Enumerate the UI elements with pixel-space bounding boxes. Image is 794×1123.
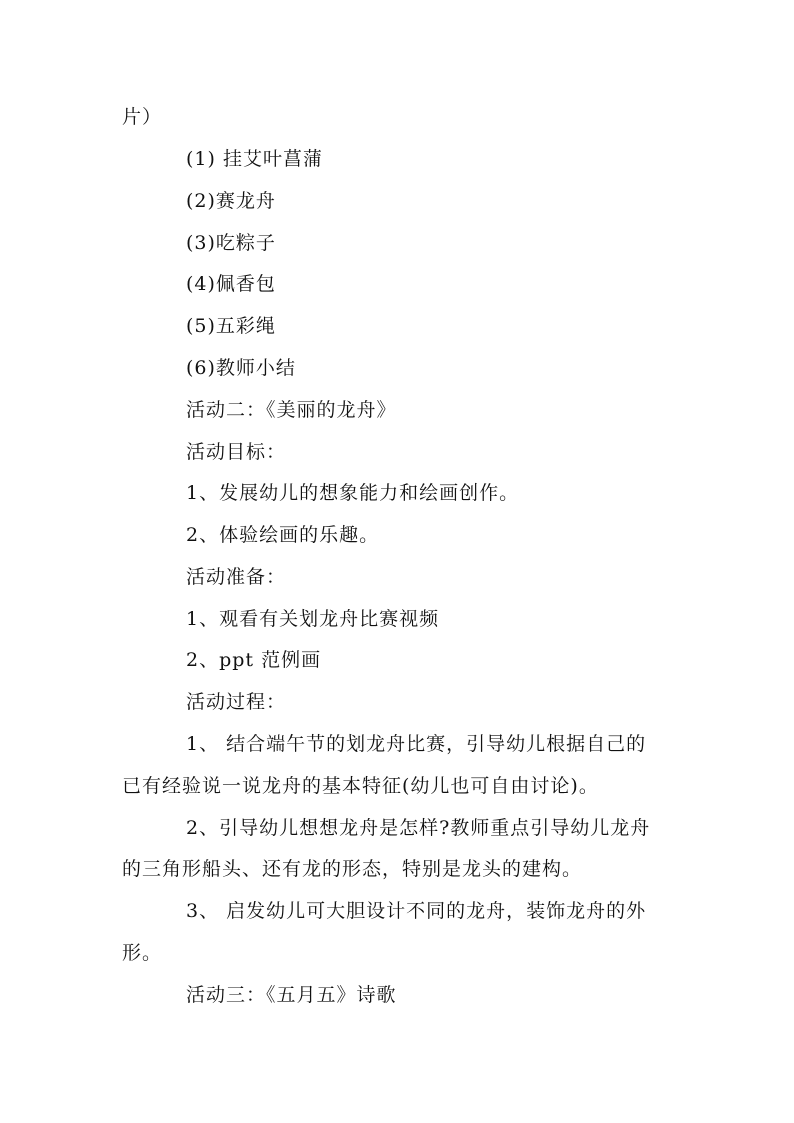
list-item: (1) 挂艾叶菖蒲 bbox=[186, 148, 323, 170]
list-item: 1、观看有关划龙舟比赛视频 bbox=[186, 608, 440, 630]
list-item: (6)教师小结 bbox=[186, 357, 296, 379]
list-item: (3)吃粽子 bbox=[186, 232, 276, 254]
subheading: 活动目标： bbox=[186, 441, 287, 463]
list-item: (4)佩香包 bbox=[186, 273, 276, 295]
text-line: 片） bbox=[122, 106, 163, 128]
paragraph-line: 形。 bbox=[122, 942, 163, 964]
subheading: 活动过程： bbox=[186, 691, 287, 713]
subheading: 活动准备： bbox=[186, 566, 287, 588]
list-item: (5)五彩绳 bbox=[186, 315, 276, 337]
paragraph-line: 3、 启发幼儿可大胆设计不同的龙舟，装饰龙舟的外 bbox=[186, 900, 647, 922]
list-item: 2、体验绘画的乐趣。 bbox=[186, 524, 380, 546]
list-item: 1、发展幼儿的想象能力和绘画创作。 bbox=[186, 482, 520, 504]
paragraph-line: 1、 结合端午节的划龙舟比赛，引导幼儿根据自己的 bbox=[186, 733, 647, 755]
section-heading: 活动三：《五月五》诗歌 bbox=[186, 984, 397, 1006]
paragraph-line: 2、引导幼儿想想龙舟是怎样?教师重点引导幼儿龙舟 bbox=[186, 817, 651, 839]
section-heading: 活动二：《美丽的龙舟》 bbox=[186, 399, 397, 421]
paragraph-line: 的三角形船头、还有龙的形态，特别是龙头的建构。 bbox=[122, 858, 583, 880]
list-item: (2)赛龙舟 bbox=[186, 190, 276, 212]
paragraph-line: 已有经验说一说龙舟的基本特征(幼儿也可自由讨论)。 bbox=[122, 775, 599, 797]
list-item: 2、ppt 范例画 bbox=[186, 649, 322, 671]
